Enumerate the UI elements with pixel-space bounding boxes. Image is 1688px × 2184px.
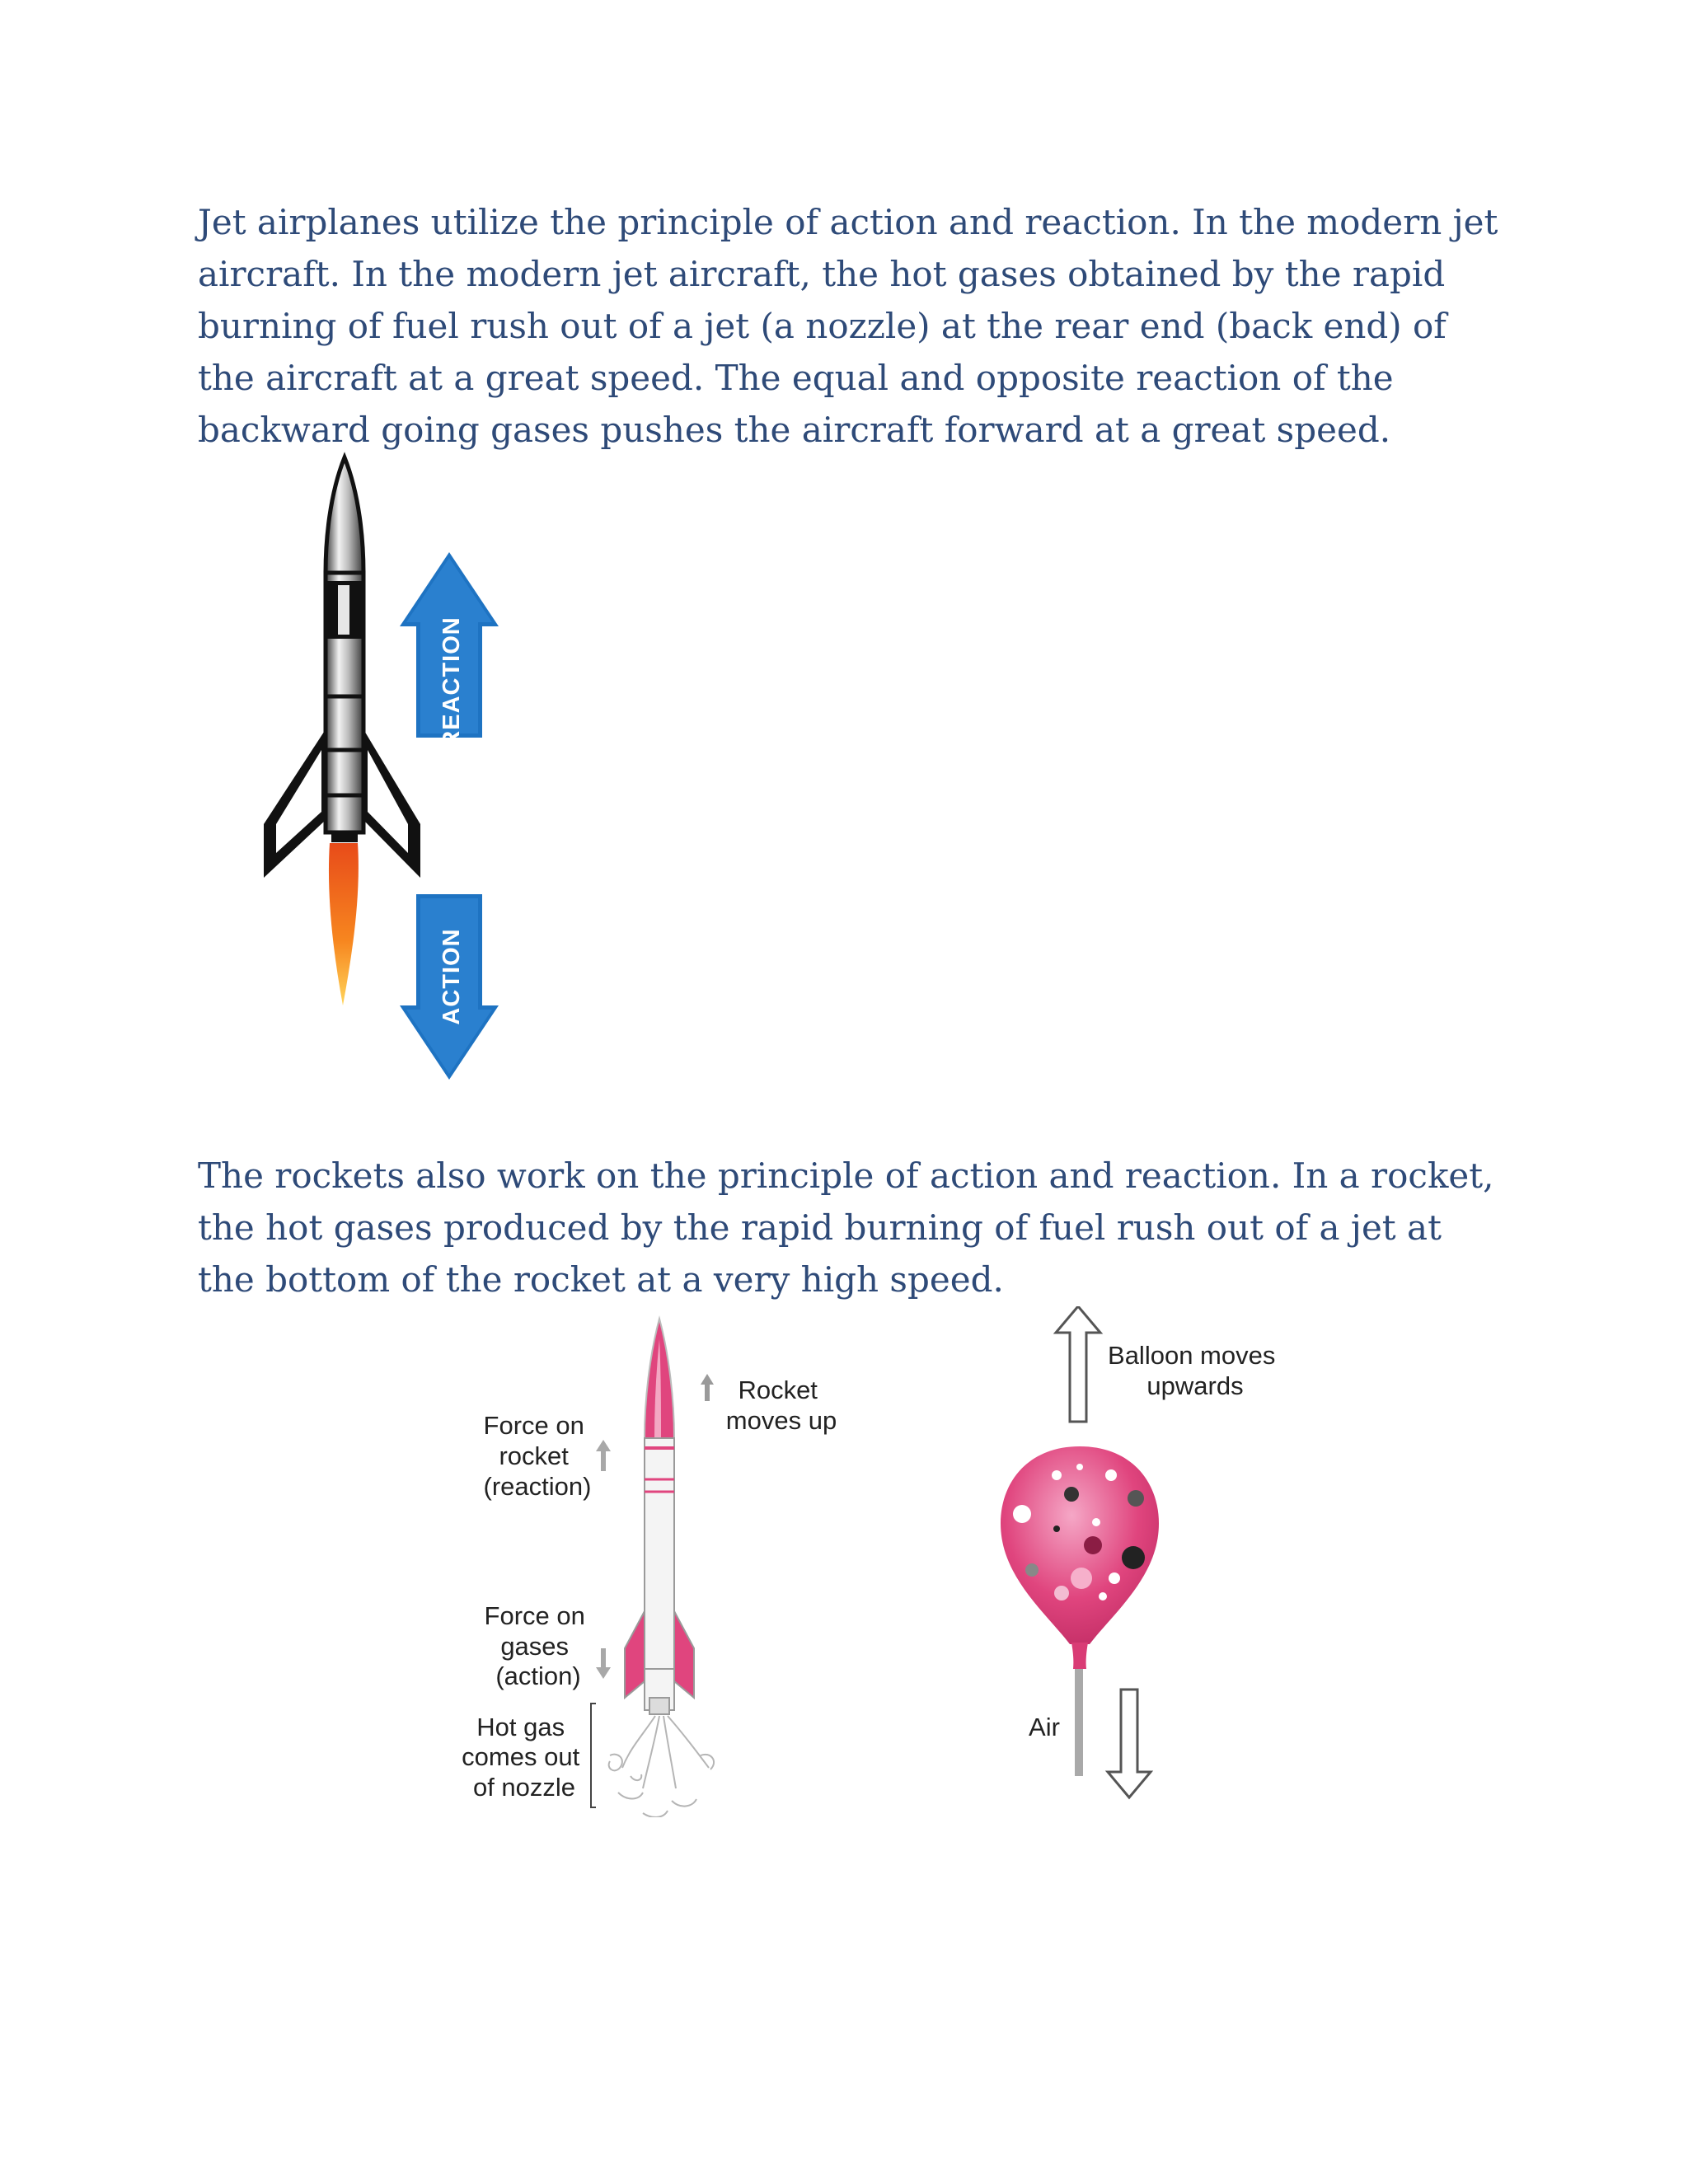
force-on-gases-arrow [596, 1648, 611, 1679]
hot-gas-bracket [591, 1704, 596, 1807]
rocket-action-reaction-figure [247, 449, 519, 1092]
label-hot-gas: Hot gas comes out of nozzle [462, 1713, 580, 1802]
rocket-and-balloon-figure [445, 1306, 1302, 1817]
paragraph-jet-airplanes: Jet airplanes utilize the principle of action and reaction. In the modern jet aircraft. In the modern jet aircraft, the hot gases obtained by the rapid burning of fuel rush out of a jet (a nozzle) at the rear end (back end) of the aircraft at a great speed. The equal and opposite reaction of the backward going gases pushes the aircraft forward at a great speed. [198, 202, 1498, 450]
reaction-label: REACTION [438, 616, 465, 748]
balloon-up-arrow [1056, 1306, 1100, 1422]
pink-rocket-illustration [625, 1319, 694, 1714]
paragraph-rockets: The rockets also work on the principle of action and reaction. In a rocket, the hot gases produced by the rapid burning of fuel rush out of a jet at the bottom of the rocket at a very high speed. [198, 1155, 1494, 1300]
flame-exhaust [329, 843, 359, 1005]
label-rocket-moves-up: Rocket moves up [725, 1376, 837, 1435]
action-label: ACTION [438, 928, 465, 1025]
force-on-rocket-arrow [596, 1440, 611, 1471]
air-down-arrow [1108, 1690, 1151, 1797]
label-force-on-rocket: Force on rocket (reaction) [483, 1411, 592, 1501]
label-balloon-moves-upwards: Balloon moves upwards [1108, 1341, 1276, 1400]
hot-gas-exhaust [609, 1716, 714, 1817]
label-force-on-gases: Force on gases (action) [484, 1601, 585, 1690]
label-air: Air [1029, 1713, 1060, 1741]
rocket-moves-up-arrow [701, 1374, 714, 1401]
rocket-illustration [264, 457, 420, 878]
